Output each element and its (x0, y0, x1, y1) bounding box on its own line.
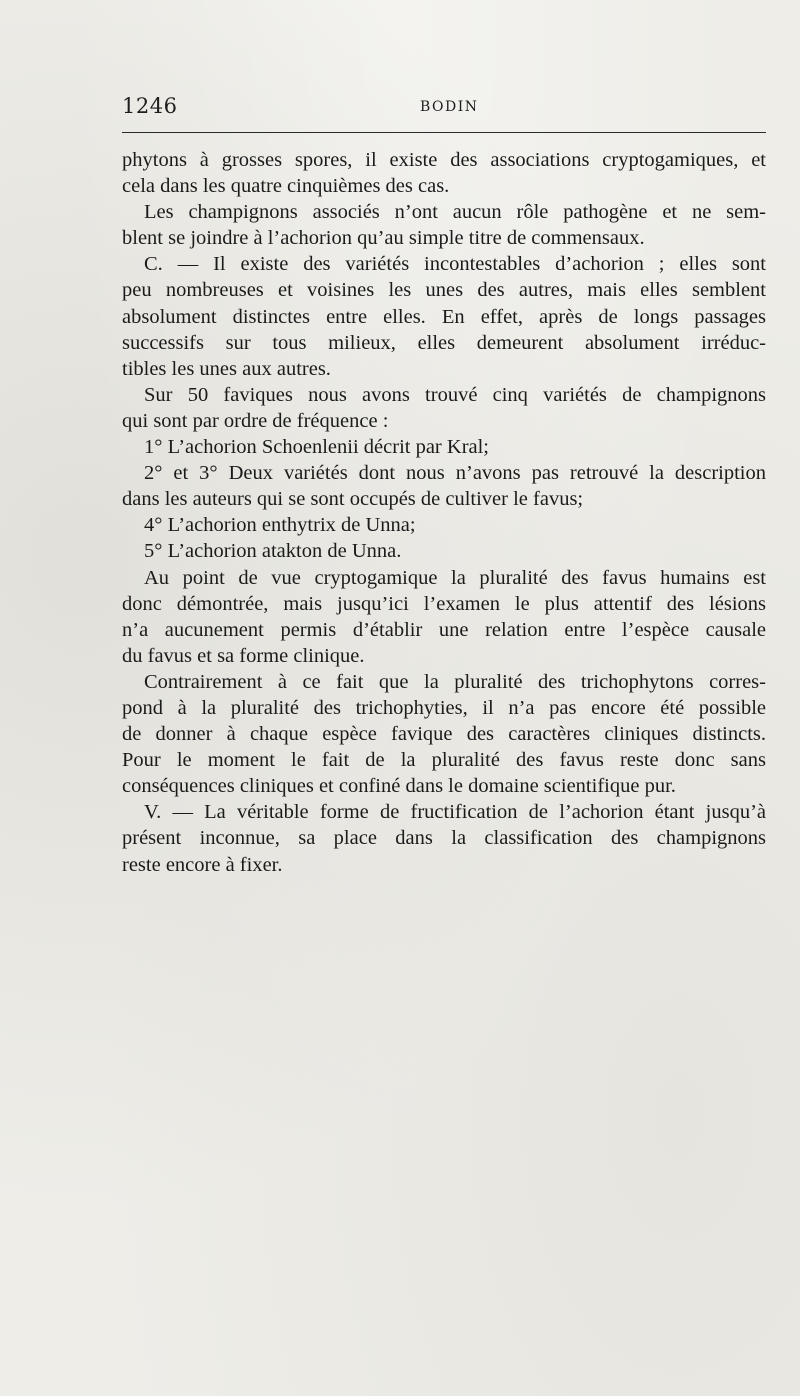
text-line: V. — La véritable forme de fructification de l’achorion étant jusqu’à (144, 801, 766, 824)
text-line: de donner à chaque espèce favique des caractères cliniques distincts. (122, 723, 766, 746)
page-header (122, 94, 766, 124)
text-line: 2° et 3° Deux variétés dont nous n’avons pas retrouvé la description (144, 462, 766, 485)
text-line: reste encore à fixer. (122, 853, 283, 876)
text-line: conséquences cliniques et confiné dans le domaine scientifique pur. (122, 775, 676, 798)
text-line: Sur 50 faviques nous avons trouvé cinq variétés de champignons (144, 383, 766, 406)
text-line: C. — Il existe des variétés incontestables d’achorion ; elles sont (144, 253, 766, 276)
text-line: 4° L’achorion enthytrix de Unna; (144, 514, 416, 537)
text-line: pond à la pluralité des trichophyties, il n’a pas encore été possible (122, 696, 766, 719)
text-line: présent inconnue, sa place dans la classification des champignons (122, 827, 766, 850)
text-line: 5° L’achorion atakton de Unna. (144, 540, 402, 563)
text-line: qui sont par ordre de fréquence : (122, 409, 389, 432)
page-number: 1246 (122, 94, 178, 118)
text-line: n’a aucunement permis d’établir une relation entre l’espèce causale (122, 618, 766, 641)
text-line: successifs sur tous milieux, elles demeurent absolument irréduc- (122, 331, 766, 354)
text-line: donc démontrée, mais jusqu’ici l’examen le plus attentif des lésions (122, 592, 766, 615)
text-line: Au point de vue cryptogamique la pluralité des favus humains est (144, 566, 766, 589)
text-line: 1° L’achorion Schoenlenii décrit par Kral; (144, 436, 490, 459)
body-text (122, 147, 766, 878)
running-title: BODIN (420, 99, 479, 115)
text-line: blent se joindre à l’achorion qu’au simple titre de commensaux. (122, 227, 645, 250)
text-line: Contrairement à ce fait que la pluralité des trichophytons corres- (144, 670, 766, 693)
text-line: phytons à grosses spores, il existe des associations cryptogamiques, et (122, 149, 766, 171)
text-line: Pour le moment le fait de la pluralité des favus reste donc sans (122, 749, 766, 772)
text-line: dans les auteurs qui se sont occupés de cultiver le favus; (122, 488, 584, 511)
text-line: Les champignons associés n’ont aucun rôle pathogène et ne sem- (144, 201, 766, 224)
text-line: tibles les unes aux autres. (122, 357, 331, 380)
header-rule (122, 132, 766, 133)
text-line: absolument distinctes entre elles. En effet, après de longs passages (122, 305, 766, 328)
text-line: cela dans les quatre cinquièmes des cas. (122, 175, 450, 198)
text-line: peu nombreuses et voisines les unes des autres, mais elles semblent (122, 279, 766, 302)
text-line: du favus et sa forme clinique. (122, 644, 365, 667)
